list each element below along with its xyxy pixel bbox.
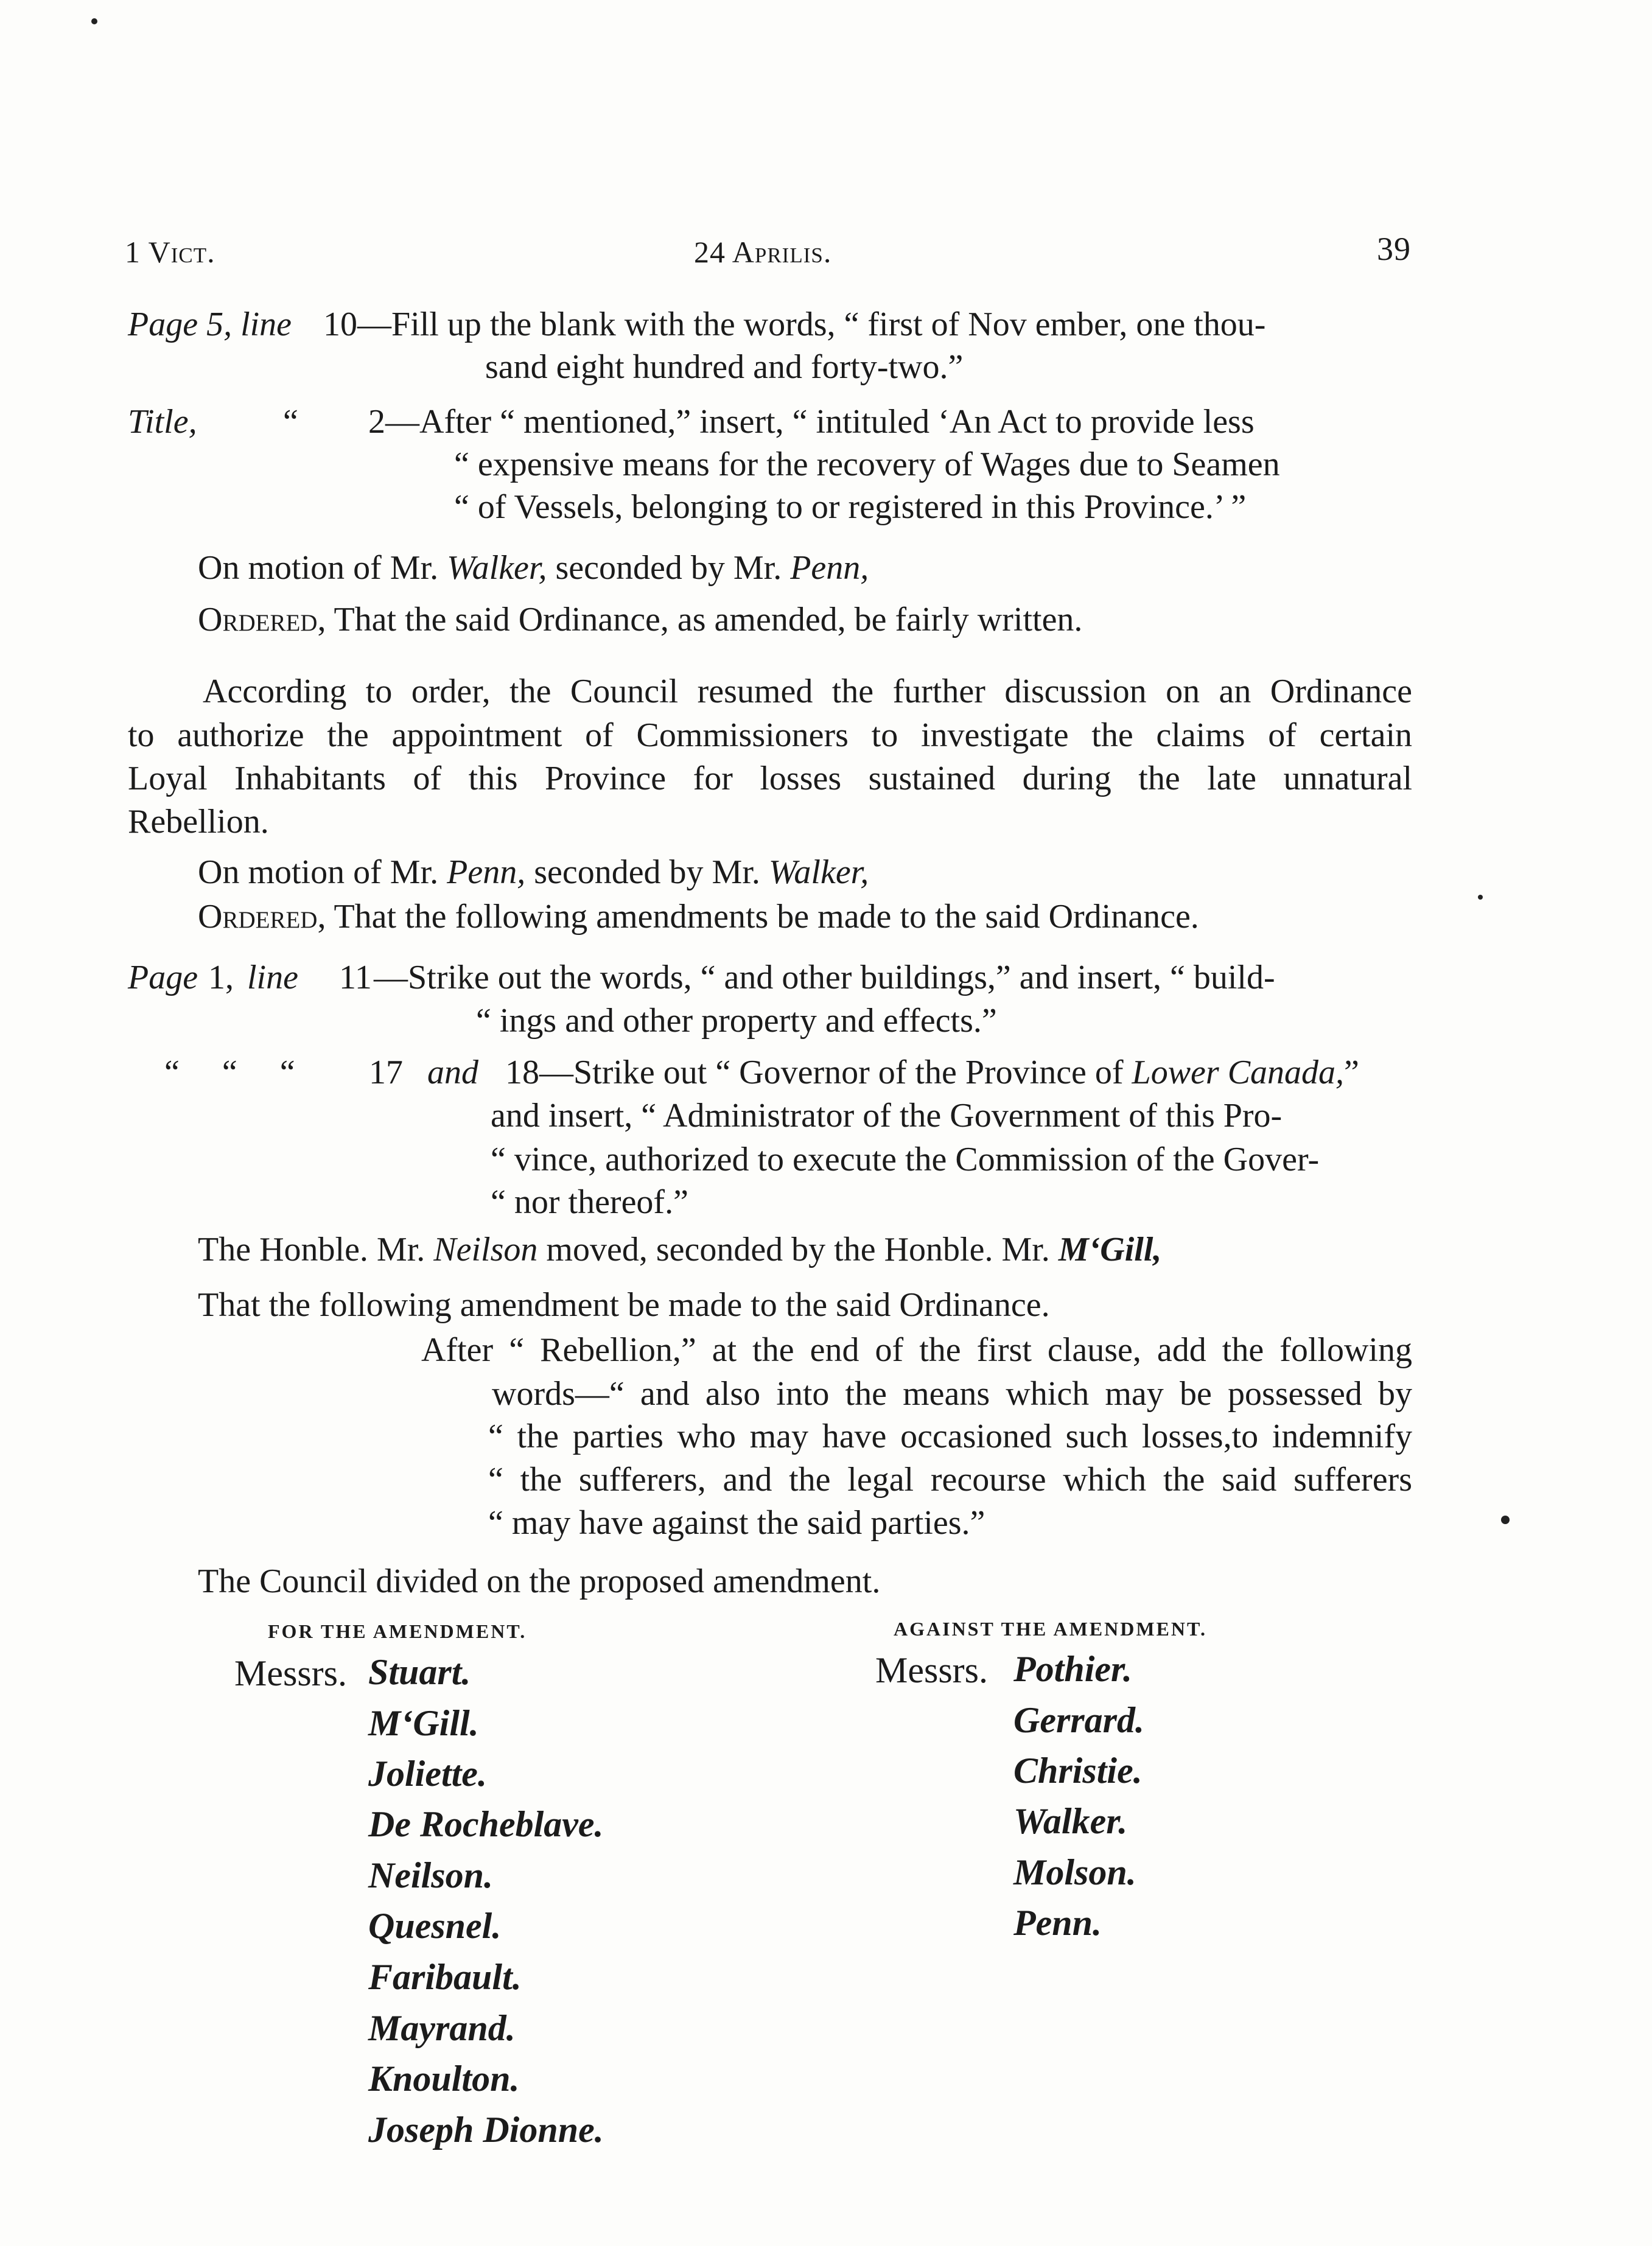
division-statement: The Council divided on the proposed amendment. [198,1562,881,1600]
messrs-label-against: Messrs. [875,1650,989,1690]
mover-name: Penn, [447,853,526,891]
for-name: Mayrand. [368,2008,516,2048]
for-name: Faribault. [368,1957,522,1997]
for-name: Stuart. [368,1652,471,1692]
seconder-name: Walker, [768,853,869,891]
page-number: 39 [1377,231,1411,267]
amendment-continuation: and insert, “ Administrator of the Government of this Pro- [491,1097,1283,1135]
proposed-amendment-line: “ may have against the said parties.” [488,1504,985,1542]
for-name: Neilson. [368,1855,494,1895]
ordered-amendments: Ordered, That the following amendments be made to the said Ordinance. [198,898,1199,936]
against-name: Gerrard. [1013,1700,1145,1740]
amendment-continuation: “ ings and other property and effects.” [476,1002,997,1040]
for-name: Joliette. [368,1754,487,1794]
amendment-page1-line11: Page 1, line 11 —Strike out the words, “ and other buildings,” and insert, “ build- [128,959,1275,996]
amendment-title-line2 [128,405,1412,439]
paragraph-line: Rebellion. [128,803,269,841]
proposed-amendment-line: “ the sufferers, and the legal recourse which the said sufferers [488,1461,1412,1499]
motion-neilson-mgill: The Honble. Mr. Neilson moved, seconded by the Honble. Mr. M‘Gill, [198,1231,1162,1268]
amendment-line-no: 2 [368,403,385,441]
ordered-label: Ordered, [198,601,326,638]
amendment-continuation: “ expensive means for the recovery of Wages due to Seamen [454,446,1280,483]
amendment-continuation: “ of Vessels, belonging to or registered in this Province.’ ” [454,488,1247,526]
for-name: Knoulton. [368,2059,520,2099]
against-heading: AGAINST THE AMENDMENT. [894,1618,1207,1640]
amendment-page5-line10 [128,307,1412,341]
amendment-line-no: 10 [323,306,358,343]
for-heading: FOR THE AMENDMENT. [268,1620,527,1642]
amendment-ref: Page 5, line [128,306,292,343]
against-name: Christie. [1013,1751,1143,1791]
amendment-text: —After “ mentioned,” insert, “ intituled ‘An Act to provide less [385,403,1255,441]
amendment-text: —Strike out the words, “ and other buildings,” and insert, “ build- [374,959,1275,996]
ordered-fairly-written: Ordered, That the said Ordinance, as amended, be fairly written. [198,601,1083,638]
proposed-amendment-line: words—“ and also into the means which may be possessed by [492,1375,1412,1413]
ink-speck [91,18,97,24]
for-name: De Rocheblave. [368,1804,604,1844]
mover-name: Neilson [433,1231,538,1268]
against-name: Pothier. [1013,1649,1133,1689]
ditto-mark: “ [283,403,298,441]
ordered-label: Ordered, [198,898,326,936]
against-name: Walker. [1013,1801,1128,1841]
amendment-continuation: “ vince, authorized to execute the Commission of the Gover- [491,1141,1320,1178]
paragraph-line: According to order, the Council resumed the further discussion on an Ordinance [203,673,1412,710]
ditto-marks: “ “ “ [164,1054,295,1091]
messrs-label-for: Messrs. [234,1653,348,1693]
seconder-name: M‘Gill, [1058,1231,1162,1268]
amendment-continuation: sand eight hundred and forty-two.” [485,348,964,386]
for-name: Joseph Dionne. [368,2110,604,2150]
mover-name: Walker, [447,549,547,587]
ink-speck [1501,1516,1510,1524]
running-header-left: 1 Vict. [125,235,215,269]
amendment-ref: Title, [128,403,197,441]
running-header-center: 24 Aprilis. [694,235,832,269]
for-name: M‘Gill. [368,1703,479,1743]
amendment-line-no: 17 [369,1054,403,1091]
motion-walker-penn: On motion of Mr. Walker, seconded by Mr. Penn, [198,549,869,587]
motion-text: That the following amendment be made to the said Ordinance. [198,1286,1050,1324]
paragraph-line: Loyal Inhabitants of this Province for losses sustained during the late unnatural [128,760,1412,797]
amendment-continuation: “ nor thereof.” [491,1183,688,1221]
amendment-text: —Fill up the blank with the words, “ first of Nov ember, one thou- [357,306,1266,343]
motion-penn-walker: On motion of Mr. Penn, seconded by Mr. Walker, [198,853,869,891]
against-name: Molson. [1013,1852,1136,1892]
paragraph-line: to authorize the appointment of Commissioners to investigate the claims of certain [128,716,1412,754]
proposed-amendment-line: After “ Rebellion,” at the end of the first clause, add the following [421,1331,1412,1369]
proposed-amendment-line: “ the parties who may have occasioned such losses,to indemnify [488,1418,1412,1455]
against-name: Penn. [1013,1903,1102,1943]
amendment-lines-17-18: “ “ “ 17 and 18—Strike out “ Governor of the Province of Lower Canada,” [164,1054,1359,1091]
amendment-text: 18—Strike out “ Governor of the Province of Lower Canada,” [505,1054,1359,1091]
for-name: Quesnel. [368,1906,502,1946]
amendment-line-no: 11 [339,959,372,996]
seconder-name: Penn, [790,549,869,587]
ink-speck [1478,895,1483,900]
